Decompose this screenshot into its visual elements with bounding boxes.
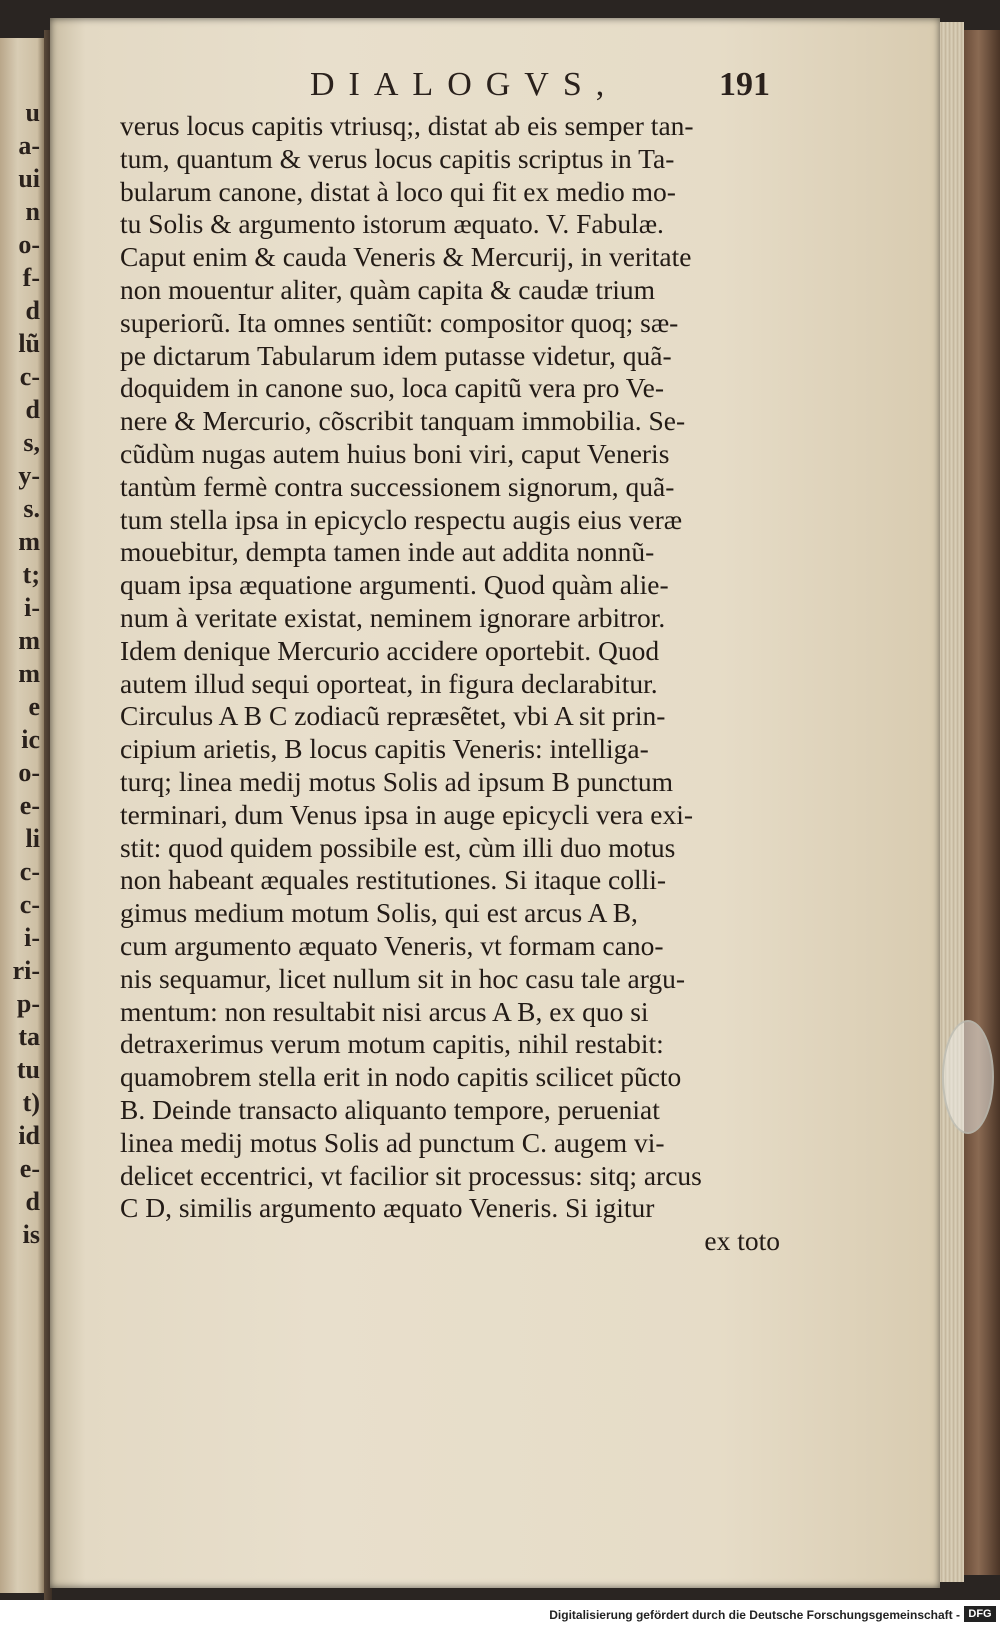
text-line: mentum: non resultabit nisi arcus A B, ex quo si (120, 995, 649, 1027)
left-page-fragment: ui (18, 164, 40, 193)
left-page-fragment: d (25, 1187, 40, 1216)
page-number: 191 (719, 66, 770, 103)
text-line: Caput enim & cauda Veneris & Mercurij, in veritate (120, 241, 692, 273)
left-page-fragment: i- (24, 593, 40, 622)
text-line: superiorũ. Ita omnes sentiũt: compositor quoq; sæ- (120, 306, 679, 338)
left-page-fragment: ic (21, 725, 40, 754)
left-page-fragment: ri- (12, 956, 40, 985)
left-page-fragment: i- (24, 923, 40, 952)
funding-credit: Digitalisierung gefördert durch die Deutsche Forschungsgemeinschaft - (549, 1608, 960, 1622)
left-page-fragment: m (18, 527, 40, 556)
text-line: C D, similis argumento æquato Veneris. Si igitur (120, 1192, 655, 1224)
text-line: cum argumento æquato Veneris, vt formam cano- (120, 929, 664, 961)
text-line: terminari, dum Venus ipsa in auge epicycli vera exi- (120, 798, 693, 830)
text-line: turq; linea medij motus Solis ad ipsum B punctum (120, 765, 674, 797)
text-line: mouebitur, dempta tamen inde aut addita nonnũ- (120, 536, 655, 568)
text-line: linea medij motus Solis ad punctum C. augem vi- (120, 1126, 665, 1158)
text-line: gimus medium motum Solis, qui est arcus A B, (120, 897, 638, 929)
text-line: bularum canone, distat à loco qui fit ex medio mo- (120, 175, 676, 207)
text-line: quam ipsa æquatione argumenti. Quod quàm alie- (120, 569, 669, 601)
left-page-fragment: lũ (18, 329, 40, 358)
text-line: quamobrem stella erit in nodo capitis scilicet pũcto (120, 1061, 682, 1093)
text-line: detraxerimus verum motum capitis, nihil restabit: (120, 1028, 664, 1060)
text-line: num à veritate existat, neminem ignorare arbitror. (120, 601, 666, 633)
left-page-fragment: c- (19, 362, 40, 391)
left-page-fragment: d (25, 296, 40, 325)
left-page-fragment: t; (22, 560, 40, 589)
page-clip (942, 1020, 994, 1134)
book-cover-edge (964, 30, 1000, 1575)
text-line: pe dictarum Tabularum idem putasse videtur, quã- (120, 339, 672, 371)
text-line: Circulus A B C zodiacũ repræsẽtet, vbi A sit prin- (120, 700, 666, 732)
left-page-fragment: d (25, 395, 40, 424)
left-page-fragment: c- (19, 857, 40, 886)
text-line: delicet eccentrici, vt facilior sit processus: sitq; arcus (120, 1159, 702, 1191)
text-line: stit: quod quidem possibile est, cùm illi duo motus (120, 831, 676, 863)
left-page-fragment: e- (19, 791, 40, 820)
left-page-fragment: f- (22, 263, 40, 292)
text-line: cũdùm nugas autem huius boni viri, caput Veneris (120, 437, 670, 469)
text-line: Idem denique Mercurio accidere oportebit. Quod (120, 634, 660, 666)
left-page-fragment: a- (18, 131, 40, 160)
left-page-fragment: u (25, 98, 40, 127)
text-line: B. Deinde transacto aliquanto tempore, perueniat (120, 1093, 660, 1125)
left-page-edge (0, 38, 44, 1593)
left-page-fragment: c- (19, 890, 40, 919)
text-line: tum, quantum & verus locus capitis scriptus in Ta- (120, 142, 675, 174)
left-page-fragment: li (25, 824, 40, 853)
page-stack-edge (940, 22, 964, 1582)
left-page-fragment: o- (18, 230, 40, 259)
text-line: doquidem in canone suo, loca capitũ vera pro Ve- (120, 372, 664, 404)
left-page-fragment: e- (19, 1154, 40, 1183)
text-line: autem illud sequi oporteat, in figura declarabitur. (120, 667, 658, 699)
left-page-fragment: m (18, 626, 40, 655)
left-page-fragment: ta (18, 1022, 40, 1051)
right-page (50, 18, 940, 1588)
left-page-fragment: s, (23, 428, 40, 457)
left-page-fragment: n (25, 197, 40, 226)
text-line: tu Solis & argumento istorum æquato. V. Fabulæ. (120, 208, 664, 240)
left-page-fragment: m (18, 659, 40, 688)
digitization-footer (0, 1600, 1000, 1630)
left-page-fragment: y- (18, 461, 40, 490)
left-page-fragment: t) (22, 1088, 40, 1117)
catchword: ex toto (704, 1225, 780, 1257)
text-line: cipium arietis, B locus capitis Veneris: intelliga- (120, 733, 649, 765)
text-line: nis sequamur, licet nullum sit in hoc casu tale argu- (120, 962, 686, 994)
text-line: tum stella ipsa in epicyclo respectu augis eius veræ (120, 503, 683, 535)
left-page-fragment: e (28, 692, 40, 721)
left-page-fragment: s. (23, 494, 40, 523)
text-line: non habeant æquales restitutiones. Si itaque colli- (120, 864, 667, 896)
left-page-fragment: is (22, 1220, 40, 1249)
text-line: verus locus capitis vtriusq;, distat ab eis semper tan- (120, 110, 694, 141)
left-page-fragment: p- (16, 989, 40, 1018)
left-page-fragment: o- (18, 758, 40, 787)
text-line: tantùm fermè contra successionem signorum, quã- (120, 470, 675, 502)
text-line: nere & Mercurio, cõscribit tanquam immobilia. Se- (120, 405, 686, 437)
left-page-fragment: tu (16, 1055, 40, 1084)
left-page-fragment: id (18, 1121, 40, 1150)
running-head: DIALOGVS, (310, 66, 619, 103)
dfg-logo: DFG (964, 1606, 996, 1622)
text-line: non mouentur aliter, quàm capita & caudæ trium (120, 273, 656, 305)
page-header (310, 66, 770, 110)
body-text (120, 110, 780, 1258)
